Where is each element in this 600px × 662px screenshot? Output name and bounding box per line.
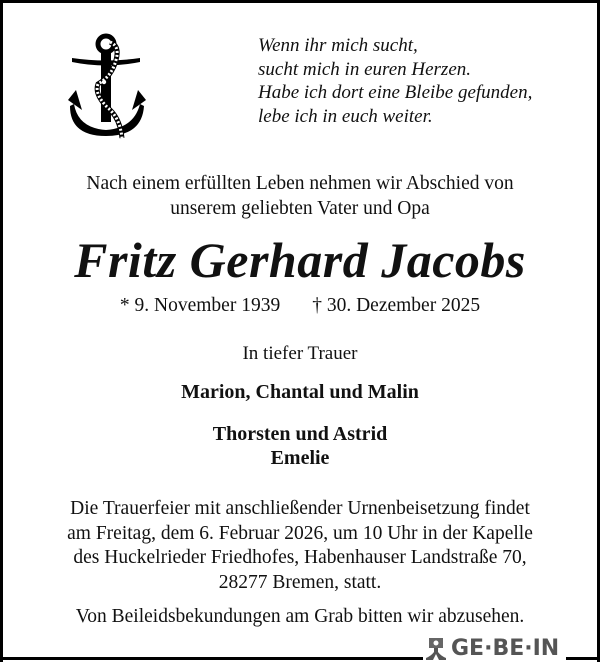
poem-line: Wenn ihr mich sucht, [258,35,418,56]
birth-date: * 9. November 1939 [119,295,281,316]
poem-line: Habe ich dort eine Bleibe gefunden, [258,82,533,103]
condolence-note: Von Beileidsbekundungen am Grab bitten wir abzusehen. [75,606,525,627]
death-date: † 30. Dezember 2025 [312,295,481,316]
ceremony-line: 28277 Bremen, statt. [218,571,382,593]
ceremony-details [0,497,600,595]
intro-text [0,171,600,221]
poem-line: sucht mich in euren Herzen. [258,58,471,80]
ceremony-line: des Huckelrieder Friedhofes, Habenhauser Landstraße 70, [73,547,527,568]
frame-bottom-border-right [566,657,600,660]
intro-line: Nach einem erfüllten Leben nehmen wir Abschied von [86,173,514,194]
frame-bottom-border-left [0,657,423,660]
ceremony-line: am Freitag, dem 6. Februar 2026, um 10 Uhr in der Kapelle [67,522,533,544]
family-line: Thorsten und Astrid [212,423,388,445]
mourning-line: In tiefer Trauer [242,343,358,364]
family-group-2 [0,422,600,470]
intro-line: unserem geliebten Vater und Opa [170,198,430,219]
gebein-logo [425,637,559,661]
family-group-1: Marion, Chantal und Malin [181,381,419,403]
family-line: Emelie [270,447,330,469]
gebein-logo-text: GE·BE·IN [451,636,560,661]
poem-line: lebe ich in euch weiter. [258,105,433,127]
gebein-logo-icon [425,638,447,660]
ceremony-line: Die Trauerfeier mit anschließender Urnenbeisetzung findet [70,498,530,519]
anchor-icon [68,32,148,144]
deceased-name: Fritz Gerhard Jacobs [74,232,526,288]
life-dates [0,293,600,319]
poem-verse [258,34,532,128]
